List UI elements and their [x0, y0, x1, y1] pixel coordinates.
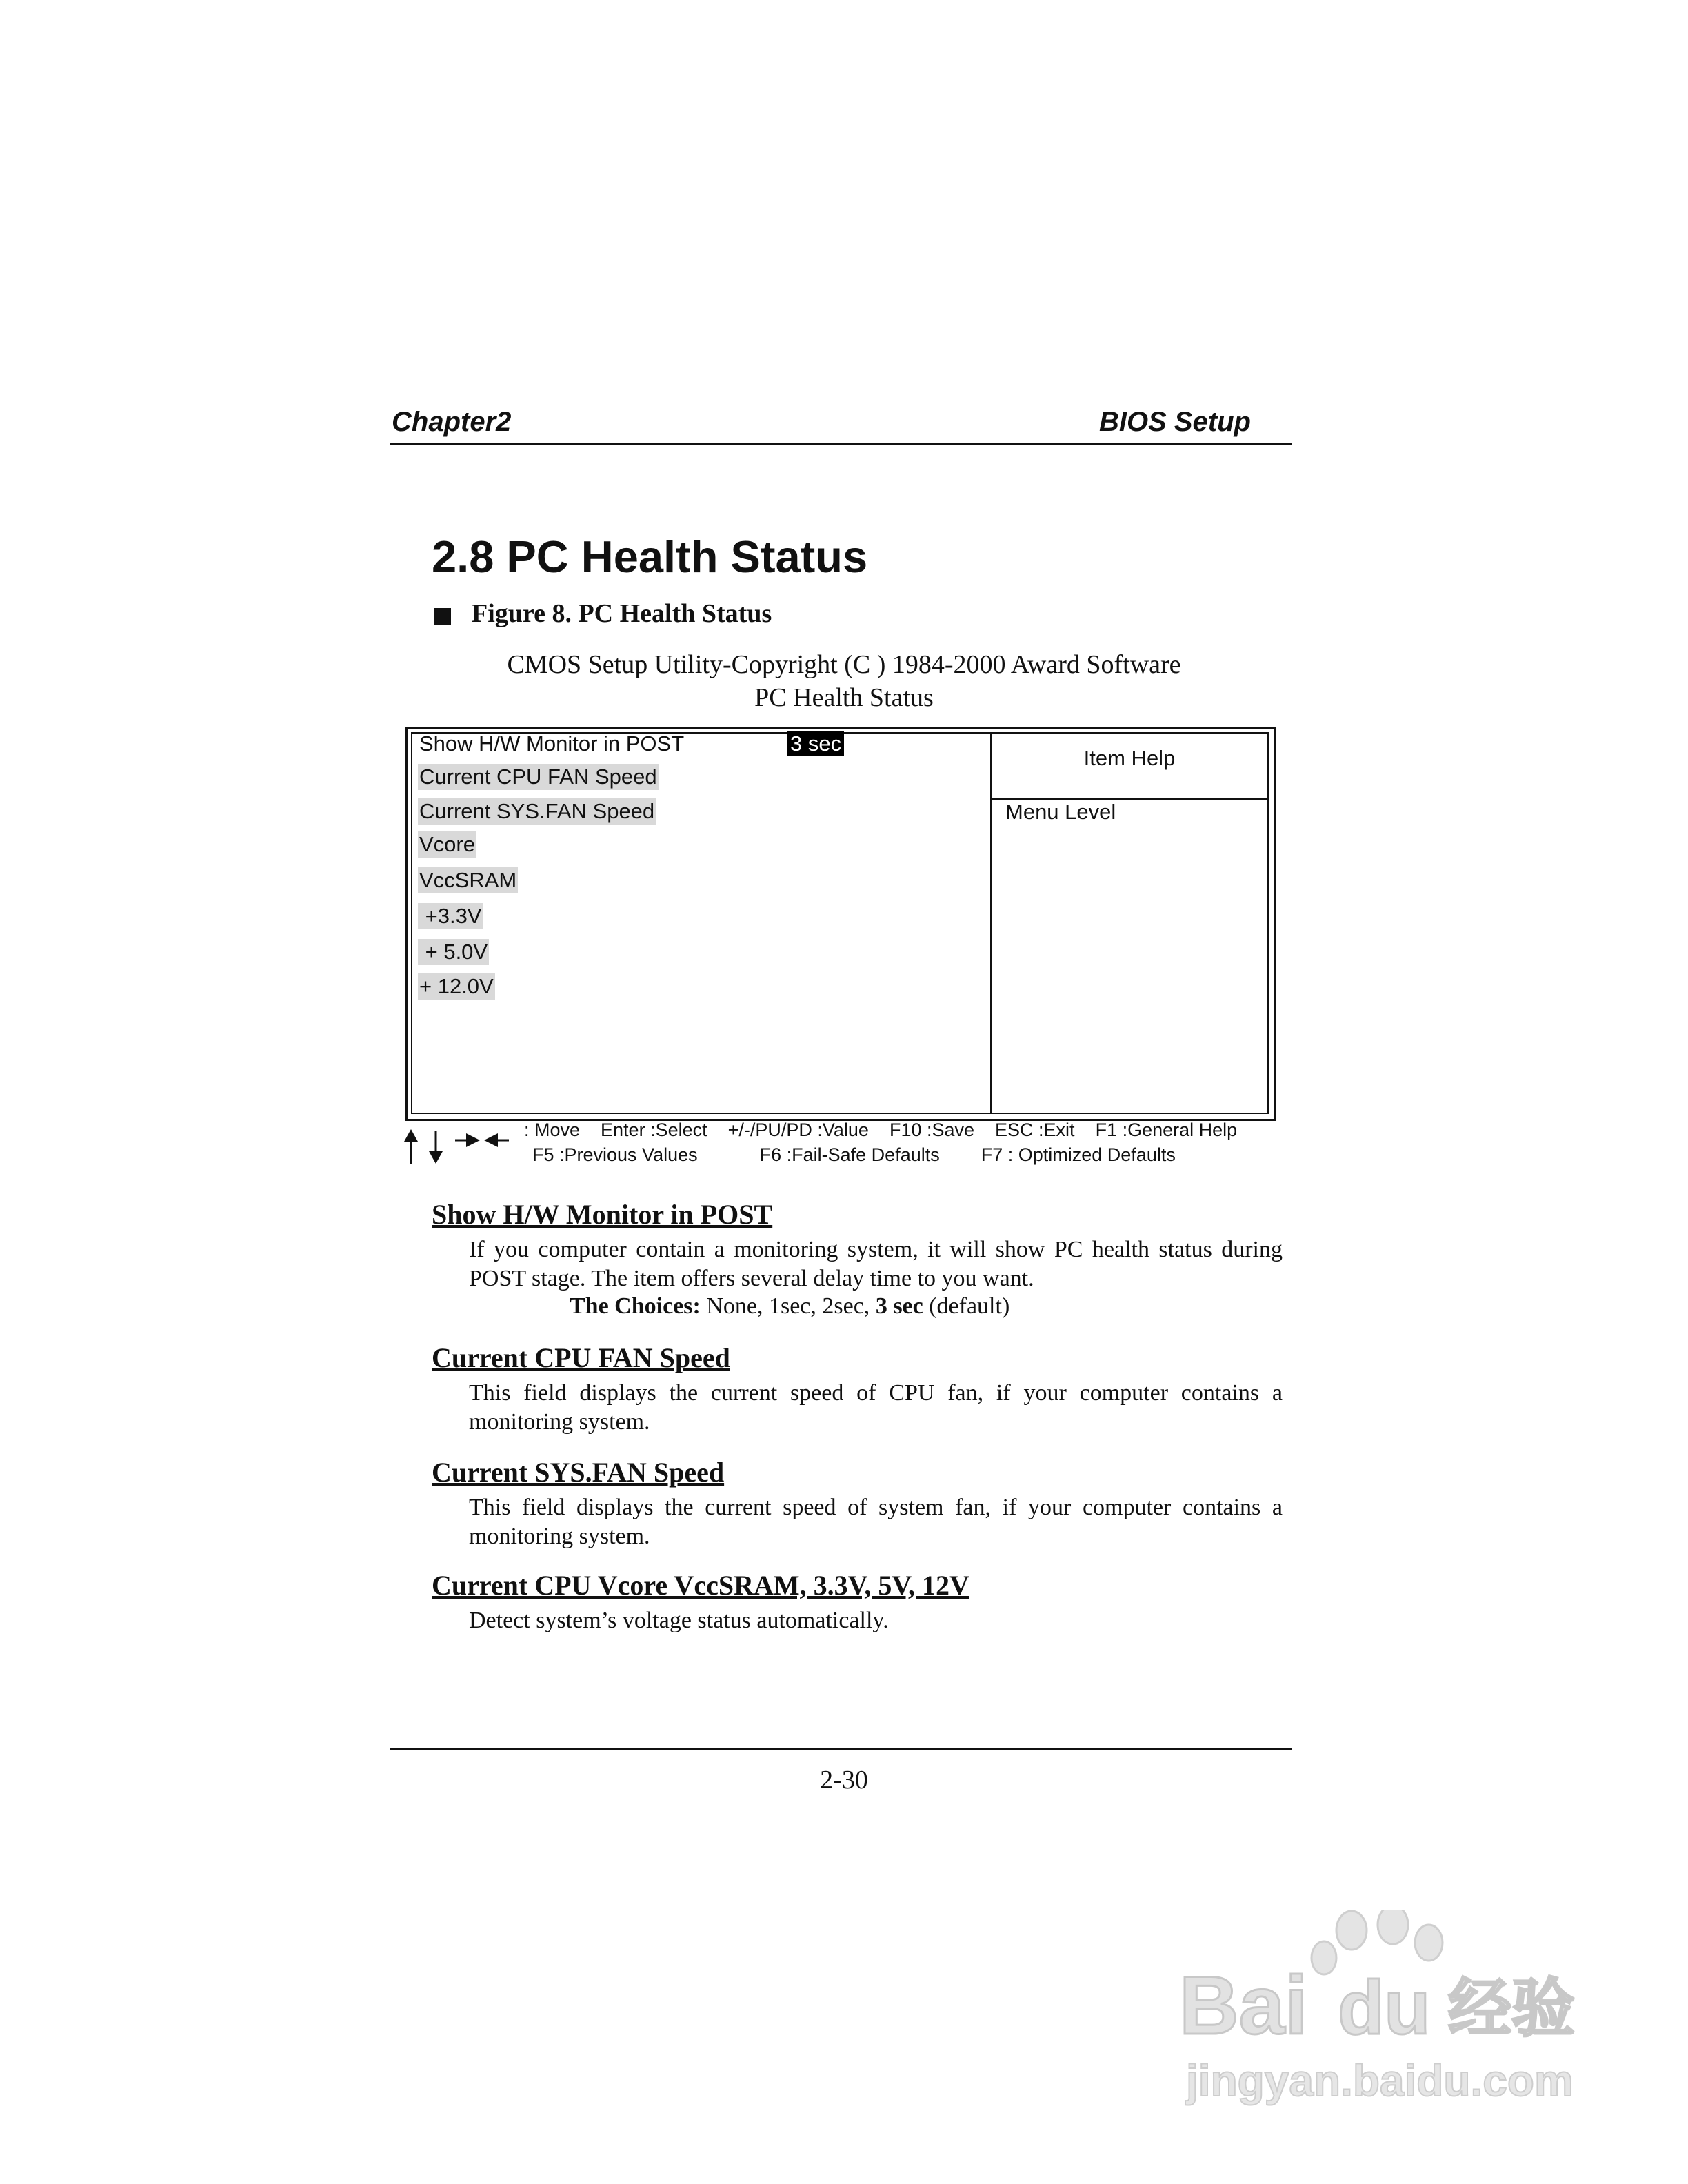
choices-default-note: (default) — [929, 1293, 1010, 1319]
heading-sys-fan-speed: Current SYS.FAN Speed — [432, 1457, 725, 1488]
bios-item-vccsram[interactable]: VccSRAM — [419, 868, 517, 892]
bios-item-cpu-fan-speed[interactable]: Current CPU FAN Speed — [419, 765, 657, 789]
choices-options: None, 1sec, 2sec, — [706, 1293, 870, 1319]
figure-caption-line1: CMOS Setup Utility-Copyright (C ) 1984-2000 Award Software — [507, 650, 1181, 679]
paragraph-sys-fan-speed: This field displays the current speed of system fan, if your computer contains a monitoring system. — [469, 1495, 1283, 1549]
choices-default-option: 3 sec — [875, 1293, 923, 1319]
figure-title: Figure 8. PC Health Status — [472, 599, 772, 628]
page-number: 2-30 — [820, 1766, 868, 1794]
bios-item-sys-fan-speed[interactable]: Current SYS.FAN Speed — [419, 799, 655, 823]
key-legend-line1: : Move Enter :Select +/-/PU/PD :Value F10 :Save ESC :Exit F1 :General Help — [524, 1120, 1238, 1140]
footer-rule — [390, 1748, 1292, 1750]
bios-selected-value[interactable]: 3 sec — [787, 731, 844, 756]
running-header-title: BIOS Setup — [1098, 407, 1251, 437]
bios-item-12v[interactable]: + 12.0V — [419, 974, 494, 998]
arrow-keys-icon — [401, 1128, 519, 1166]
figure-caption-line2: PC Health Status — [754, 683, 934, 712]
watermark-url: jingyan.baidu.com — [1186, 2056, 1574, 2105]
paragraph-voltage: Detect system’s voltage status automatically. — [469, 1608, 889, 1633]
heading-voltage: Current CPU Vcore VccSRAM, 3.3V, 5V, 12V — [432, 1570, 969, 1601]
watermark-cn: 经验 — [1448, 1972, 1576, 2045]
square-bullet-icon — [434, 608, 451, 625]
choices-label: The Choices: — [570, 1293, 701, 1319]
section-title: 2.8 PC Health Status — [432, 532, 868, 582]
paragraph-cpu-fan-speed: This field displays the current speed of CPU fan, if your computer contains a monitoring system. — [469, 1380, 1283, 1435]
watermark-brand2: du — [1338, 1965, 1431, 2050]
paragraph-show-hw-monitor: If you computer contain a monitoring system, it will show PC health status during POST stage. The item offers several delay time to you want. — [469, 1237, 1283, 1291]
bios-column-divider — [990, 732, 992, 1113]
choices-line — [570, 1293, 1009, 1320]
bios-item-5v[interactable]: + 5.0V — [419, 940, 488, 964]
bios-item-vcore[interactable]: Vcore — [419, 832, 475, 856]
header-rule — [390, 443, 1292, 445]
menu-level-label: Menu Level — [1005, 800, 1116, 824]
watermark-brand: Bai — [1179, 1959, 1308, 2052]
chapter-label: Chapter2 — [392, 407, 512, 437]
bios-item-3v3[interactable]: +3.3V — [419, 904, 482, 928]
heading-show-hw-monitor: Show H/W Monitor in POST — [432, 1199, 773, 1230]
item-help-title: Item Help — [1083, 746, 1176, 770]
heading-cpu-fan-speed: Current CPU FAN Speed — [432, 1342, 730, 1373]
key-legend-line2: F5 :Previous Values F6 :Fail-Safe Defaults F7 : Optimized Defaults — [532, 1144, 1176, 1165]
baidu-jingyan-watermark — [1165, 1910, 1593, 2116]
bios-item-show-hw-monitor[interactable]: Show H/W Monitor in POST — [419, 731, 685, 756]
